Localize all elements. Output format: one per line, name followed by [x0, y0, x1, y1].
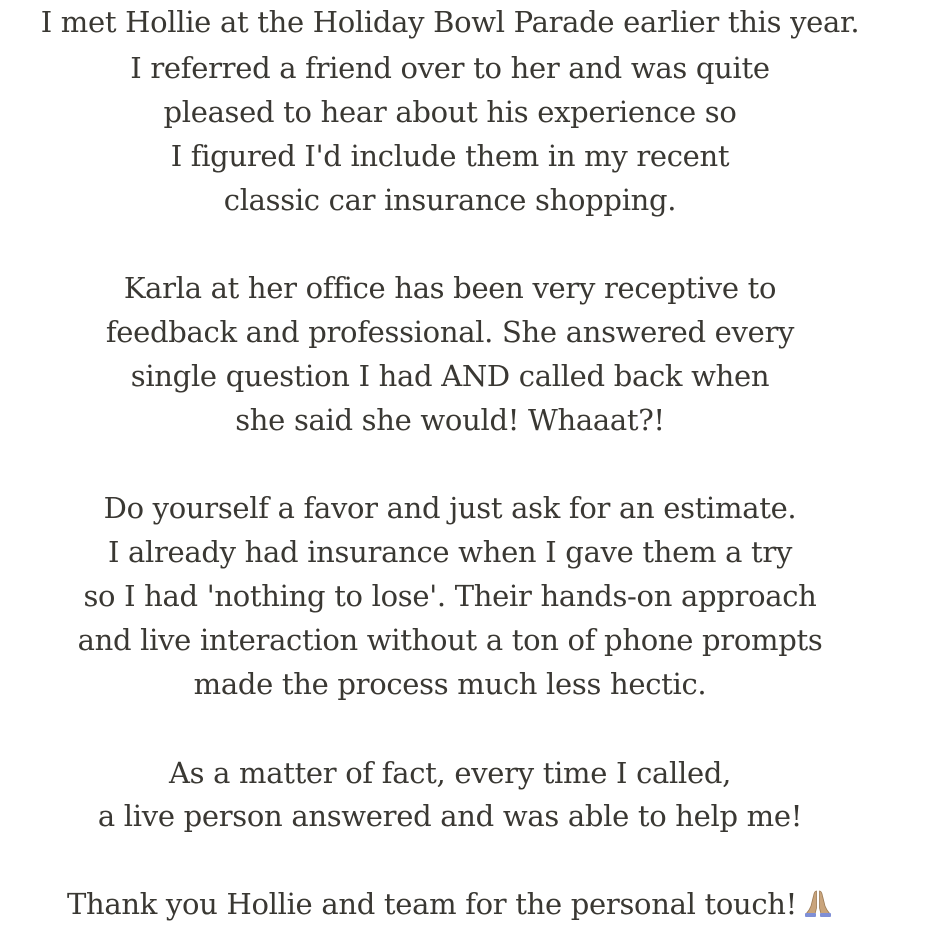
testimonial-line: made the process much less hectic. [193, 667, 707, 701]
testimonial-line: Do yourself a favor and just ask for an estimate. [103, 491, 797, 525]
closing-text: Thank you Hollie and team for the personal touch! [66, 887, 798, 921]
testimonial-line: so I had 'nothing to lose'. Their hands-on approach [83, 579, 817, 613]
testimonial-line: and live interaction without a ton of phone prompts [77, 623, 823, 657]
testimonial-line: I figured I'd include them in my recent [170, 139, 730, 173]
testimonial-line: single question I had AND called back when [130, 359, 770, 393]
testimonial-line: I met Hollie at the Holiday Bowl Parade earlier this year. [40, 5, 860, 39]
testimonial-line: feedback and professional. She answered every [105, 315, 795, 349]
testimonial-line: a live person answered and was able to help me! [97, 799, 803, 833]
testimonial-line: Karla at her office has been very receptive to [123, 271, 777, 305]
testimonial-line: As a matter of fact, every time I called, [168, 756, 732, 790]
folded-hands-icon [803, 889, 833, 925]
testimonial-line: she said she would! Whaaat?! [235, 403, 665, 437]
testimonial-line: classic car insurance shopping. [223, 183, 677, 217]
testimonial-line: pleased to hear about his experience so [163, 95, 737, 129]
testimonial-line: I referred a friend over to her and was quite [130, 51, 770, 85]
testimonial-line: I already had insurance when I gave them a try [107, 535, 793, 569]
testimonial-closing-line [0, 886, 900, 925]
